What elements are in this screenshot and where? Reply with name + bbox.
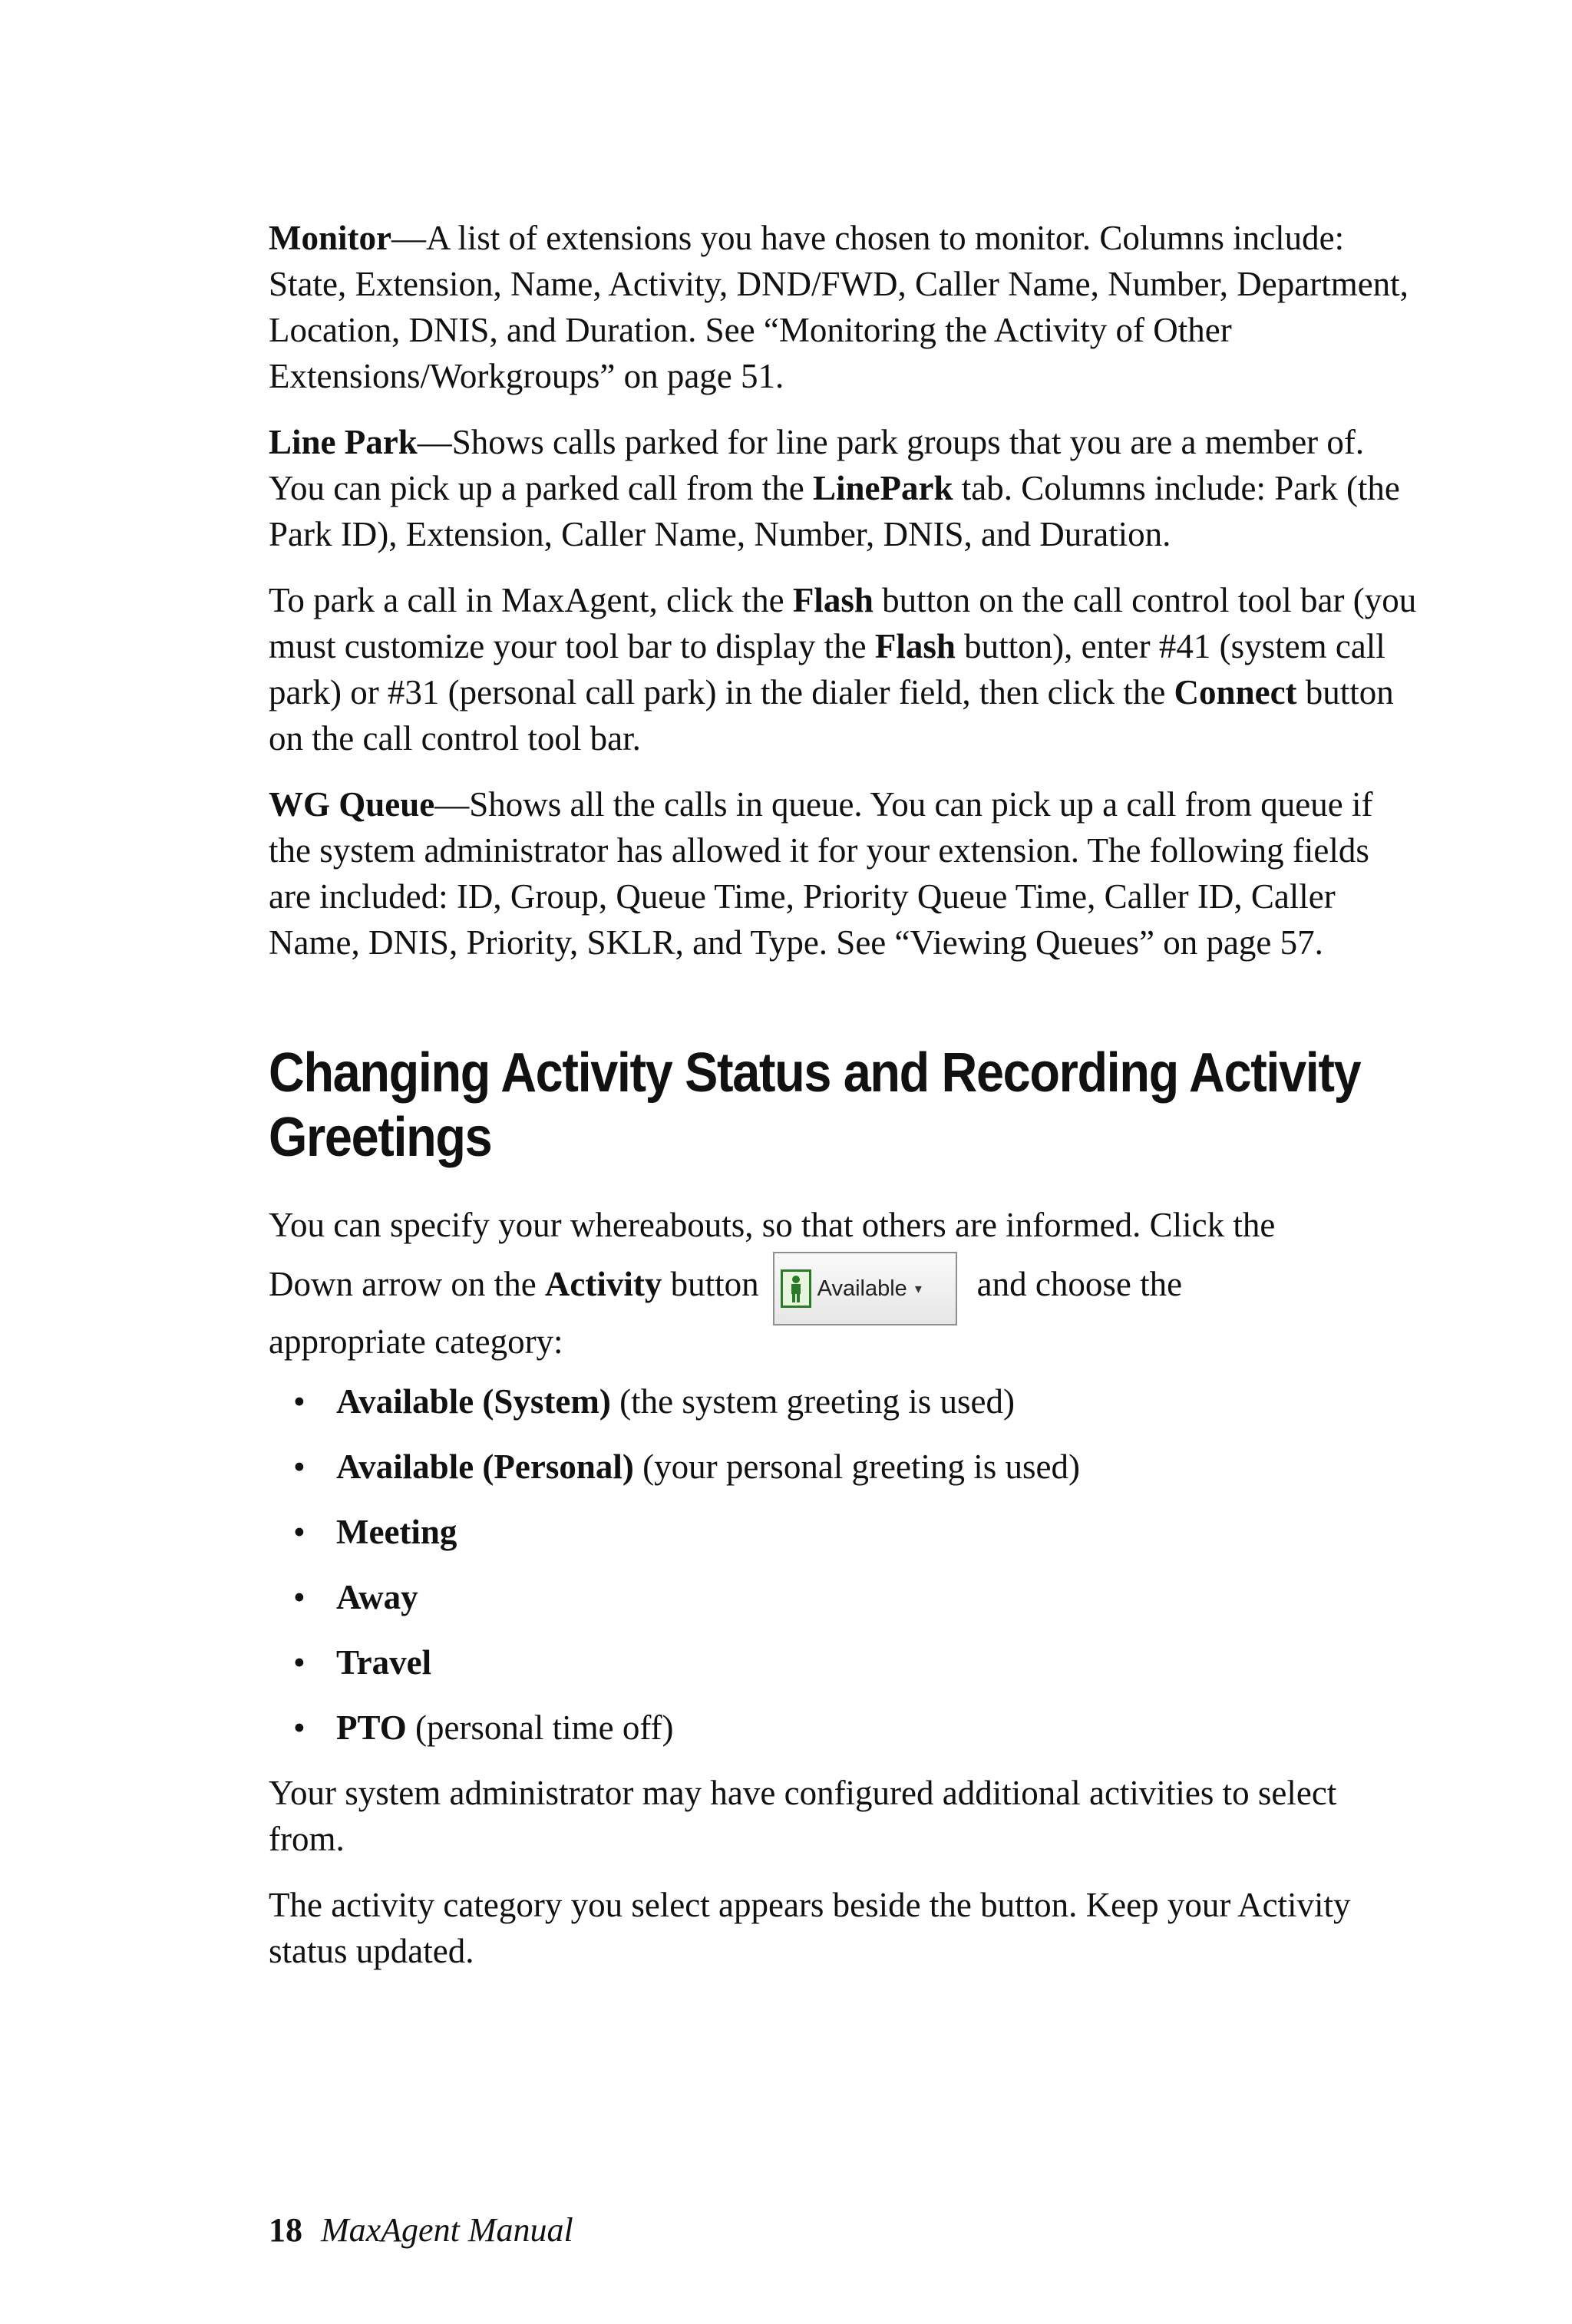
flash-term-1: Flash — [792, 581, 874, 619]
list-item — [269, 1639, 1420, 1685]
bullet: • — [293, 1513, 305, 1551]
intro-line-1: You can specify your whereabouts, so that others are informed. Click the — [269, 1206, 1276, 1244]
monitor-term: Monitor — [269, 219, 391, 257]
category-name: Travel — [336, 1643, 432, 1682]
wg-queue-text: —Shows all the calls in queue. You can pick up a call from queue if the system administrator has allowed it for your extension. The following fields are included: ID, Group, Queue Time, Priority Queue Time, Caller ID, Caller Name, DNIS, Priority, SKLR, and Type. See “Viewing Queues” on page 57. — [269, 785, 1373, 962]
category-desc: (personal time off) — [406, 1708, 674, 1747]
closing-paragraph-1: Your system administrator may have configured additional activities to select from. — [269, 1774, 1337, 1858]
line-park-paragraph — [269, 419, 1420, 557]
park-text-a: To park a call in MaxAgent, click the — [269, 581, 793, 619]
page-footer — [269, 2210, 573, 2250]
wg-queue-term: WG Queue — [269, 785, 435, 824]
line-park-term: Line Park — [269, 423, 418, 461]
linepark-tab-name: LinePark — [812, 469, 953, 507]
bullet: • — [293, 1382, 305, 1421]
activity-term: Activity — [544, 1265, 662, 1303]
connect-term: Connect — [1174, 673, 1297, 711]
monitor-text: —A list of extensions you have chosen to monitor. Columns include: State, Extension, Name, Activity, DND/FWD, Caller Name, Number, Department, Location, DNIS, and Duration. See “Monitoring the Activity of Other Extensions/Workgroups” on page 51. — [269, 219, 1409, 395]
page-body — [269, 215, 1420, 1994]
category-list — [269, 1378, 1420, 1751]
caret-down-icon: ▾ — [914, 1281, 922, 1296]
park-text-c: button), enter #41 (system call park) or #31 (personal call park) in the dialer field, then click the — [269, 627, 1385, 711]
category-name: Available (Personal) — [336, 1448, 634, 1486]
person-icon — [781, 1269, 811, 1308]
bullet: • — [293, 1643, 305, 1682]
bullet: • — [293, 1708, 305, 1747]
list-item — [269, 1444, 1420, 1490]
intro-line-2 — [269, 1248, 1420, 1320]
list-item — [269, 1509, 1420, 1555]
activity-button-label: Available — [817, 1276, 907, 1301]
wg-queue-paragraph — [269, 781, 1420, 966]
line-park-text-b: tab. Columns include: Park (the Park ID), Extension, Caller Name, Number, DNIS, and Duration. — [269, 469, 1400, 553]
intro-text-c: and choose the — [976, 1265, 1183, 1303]
intro-text-b: button — [662, 1265, 759, 1303]
category-name: Available (System) — [336, 1382, 611, 1421]
list-item — [269, 1378, 1420, 1424]
line-park-text-a: —Shows calls parked for line park groups that you are a member of. You can pick up a parked call from the — [269, 423, 1365, 507]
category-desc: (your personal greeting is used) — [633, 1448, 1080, 1486]
section-heading: Changing Activity Status and Recording Activity Greetings — [269, 1042, 1361, 1168]
park-text-d: button on the call control tool bar. — [269, 673, 1394, 758]
closing-paragraph-2: The activity category you select appears beside the button. Keep your Activity status updated. — [269, 1886, 1351, 1970]
category-name: PTO — [336, 1708, 407, 1747]
flash-term-2: Flash — [874, 627, 956, 665]
page-number: 18 — [269, 2211, 302, 2249]
list-item — [269, 1574, 1420, 1620]
bullet: • — [293, 1448, 305, 1486]
category-name: Meeting — [336, 1513, 457, 1551]
activity-button-image — [773, 1252, 957, 1325]
category-desc: (the system greeting is used) — [610, 1382, 1016, 1421]
category-name: Away — [336, 1578, 418, 1616]
monitor-paragraph — [269, 215, 1420, 399]
bullet: • — [293, 1578, 305, 1616]
manual-title: MaxAgent Manual — [321, 2211, 573, 2249]
park-call-paragraph — [269, 577, 1420, 761]
intro-text-a: Down arrow on the — [269, 1265, 545, 1303]
intro-line-3: appropriate category: — [269, 1322, 563, 1361]
list-item — [269, 1705, 1420, 1751]
park-text-b: button on the call control tool bar (you must customize your tool bar to display the — [269, 581, 1417, 665]
